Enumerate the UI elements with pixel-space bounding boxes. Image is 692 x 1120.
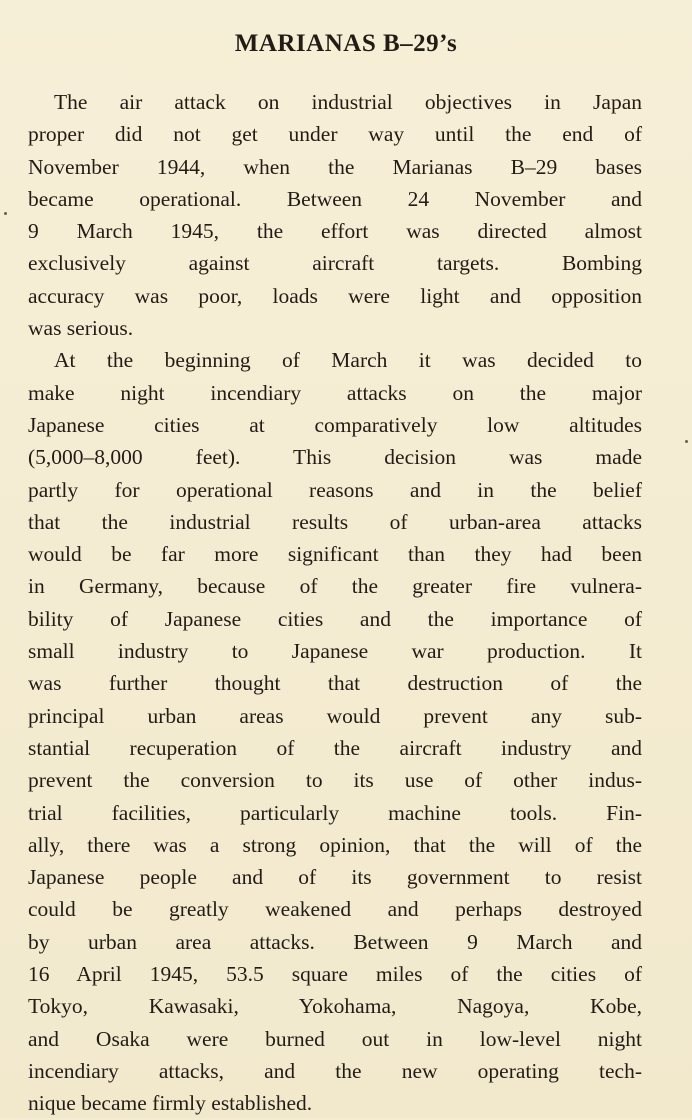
text-line: and Osaka were burned out in low-level night	[28, 1026, 642, 1051]
text-line: partly for operational reasons and in the belief	[28, 477, 642, 502]
text-line: November 1944, when the Marianas B–29 bases	[28, 154, 642, 179]
text-line: bility of Japanese cities and the importance of	[28, 606, 642, 631]
text-line: would be far more significant than they had been	[28, 542, 642, 567]
text-line: in Germany, because of the greater fire vulnera-	[28, 574, 642, 599]
text-line: by urban area attacks. Between 9 March and	[28, 929, 642, 954]
text-line: that the industrial results of urban-area attacks	[28, 509, 642, 534]
text-line: Japanese people and of its government to resist	[28, 865, 642, 890]
text-line: accuracy was poor, loads were light and opposition	[28, 283, 642, 308]
text-line: 16 April 1945, 53.5 square miles of the cities of	[28, 962, 642, 987]
paragraph-2	[28, 344, 642, 1119]
text-line: incendiary attacks, and the new operating tech-	[28, 1058, 642, 1083]
scan-speck	[4, 212, 7, 215]
text-line: was serious.	[28, 316, 134, 341]
text-line: 9 March 1945, the effort was directed almost	[28, 219, 642, 244]
text-line: stantial recuperation of the aircraft industry and	[28, 735, 642, 760]
text-line: became operational. Between 24 November and	[28, 186, 642, 211]
text-line: could be greatly weakened and perhaps destroyed	[28, 897, 642, 922]
text-line: nique became firmly established.	[28, 1091, 313, 1116]
text-line: trial facilities, particularly machine tools. Fin-	[28, 800, 642, 825]
page-title: MARIANAS B–29’s	[234, 30, 458, 57]
text-line: Japanese cities at comparatively low altitudes	[28, 412, 642, 437]
text-line: proper did not get under way until the end of	[28, 122, 642, 147]
text-line: principal urban areas would prevent any sub-	[28, 703, 642, 728]
text-line: exclusively against aircraft targets. Bombing	[28, 251, 642, 276]
text-line: prevent the conversion to its use of other indus-	[28, 768, 642, 793]
text-line: make night incendiary attacks on the major	[28, 380, 642, 405]
text-line: (5,000–8,000 feet). This decision was made	[28, 445, 642, 470]
text-line: small industry to Japanese war production. It	[28, 639, 642, 664]
paragraph-1	[28, 86, 642, 344]
document-body	[28, 86, 642, 1120]
text-line: Tokyo, Kawasaki, Yokohama, Nagoya, Kobe,	[28, 994, 642, 1019]
text-line: ally, there was a strong opinion, that the will of the	[28, 832, 642, 857]
text-line: was further thought that destruction of the	[28, 671, 642, 696]
scan-speck	[685, 440, 688, 443]
text-line: The air attack on industrial objectives in Japan	[54, 90, 642, 114]
text-line: At the beginning of March it was decided to	[54, 348, 642, 373]
